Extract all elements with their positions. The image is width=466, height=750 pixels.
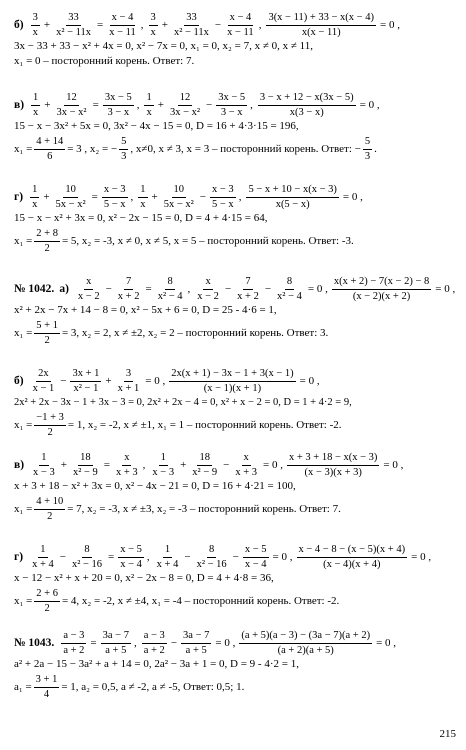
fraction: $\frac{3x + 1}{\text{x² − 1}}$ [72, 368, 100, 394]
problem-1042-a [14, 276, 454, 347]
fraction: $\frac{1}{x + 4}$ [32, 544, 54, 570]
part-label: г) [14, 551, 24, 563]
fraction: $\frac{33}{\text{x² − 11x}}$ [173, 12, 209, 38]
solution-line: 15 − x − 3x² + 5x = 0, 3x² − 4x − 15 = 0, D = 16 + 4·3·15 = 196, [14, 120, 299, 132]
part-label: б) [14, 375, 24, 387]
fraction: $\frac{5 - x + 10 - x(x - 3)}{x(5 - x)}$ [248, 184, 337, 210]
fraction: $\frac{x - 3}{5 - x}$ [103, 184, 126, 210]
equation-row: г) $\frac{1}{x + 4}$ − $\frac{8}{\text{x² − 16}}$ = $\frac{x - 5}{x - 4}$ , $\frac{1}{x + 4}$ − $\frac{8}{\text{x² − 16}}$ − $\frac{x - 5}{x - 4}$ = 0 , $\frac{x - 4 - 8 - (x - 5)(x + 4)}{(x - 4)(x + 4)}$ = 0 , [14, 544, 432, 570]
part-label: в) [14, 459, 25, 471]
fraction: $\frac{10}{\text{5x − x²}}$ [163, 184, 194, 210]
fraction: $\frac{x + 3 + 18 - x(x - 3)}{(x - 3)(x + 3)}$ [288, 452, 378, 478]
fraction: $\frac{x - 4}{x - 11}$ [227, 12, 254, 38]
fraction: $\frac{x}{x - 2}$ [197, 276, 219, 302]
roots-row: x₁ = $\frac{4 + 10}{2}$ = 7, x₂ = -3, x ≠ ±3, x₂ = -3 – посторонний корень. Ответ: 7. [14, 496, 341, 522]
answer-line: x₁ = 0 – посторонний корень. Ответ: 7. [14, 55, 195, 67]
fraction: $\frac{1}{x}$ [33, 92, 39, 118]
fraction: $\frac{8}{\text{x² − 4}}$ [157, 276, 183, 302]
fraction: $\frac{a - 3}{a + 2}$ [143, 630, 165, 656]
problem-1043 [14, 630, 454, 701]
roots-row: x₁ = $\frac{2 + 8}{2}$ = 5, x₂ = -3, x ≠ 0, x ≠ 5, x = 5 – посторонний корень. Ответ: -3. [14, 228, 354, 254]
problem-number: № 1042. [14, 283, 55, 295]
fraction: $\frac{1}{x + 4}$ [156, 544, 179, 570]
fraction: $\frac{5}{3}$ [121, 136, 127, 162]
fraction: $\frac{3}{x}$ [150, 12, 156, 38]
fraction: $\frac{a - 3}{a + 2}$ [63, 630, 85, 656]
fraction: $\frac{3a - 7}{a + 5}$ [183, 630, 210, 656]
equation-row: в) $\frac{1}{x}$ + $\frac{12}{\text{3x − x²}}$ = $\frac{3x - 5}{3 - x}$ , $\frac{1}{x}$ + $\frac{12}{\text{3x − x²}}$ − $\frac{3x - 5}{3 - x}$ , $\frac{3 - x + 12 - x(3x - 5)}{x(3 - x)}$ = 0 , [14, 92, 380, 118]
roots-row: x₁ = $\frac{4 + 14}{6}$ = 3 , x₂ = − $\frac{5}{3}$ , x≠0, x ≠ 3, x = 3 – посторонний корень. Ответ: − $\frac{5}{3}$ . [14, 136, 377, 162]
equation-row: г) $\frac{1}{x}$ + $\frac{10}{\text{5x − x²}}$ = $\frac{x - 3}{5 - x}$ , $\frac{1}{x}$ + $\frac{10}{\text{5x − x²}}$ − $\frac{x - 3}{5 - x}$ , $\frac{5 - x + 10 - x(x - 3)}{x(5 - x)}$ = 0 , [14, 184, 363, 210]
equation-row: б) $\frac{3}{x}$ + $\frac{33}{\text{x² − 11x}}$ = $\frac{x - 4}{x - 11}$ , $\frac{3}{x}$ + $\frac{33}{\text{x² − 11x}}$ − $\frac{x - 4}{x - 11}$ , $\frac{3(x - 11) + 33 - x(x - 4)}{x(x - 11)}$ = 0 , [14, 12, 400, 38]
fraction: $\frac{1}{x}$ [146, 92, 152, 118]
part-label: а) [59, 283, 69, 295]
equation-row: в) $\frac{1}{x - 3}$ + $\frac{18}{\text{x² − 9}}$ = $\frac{x}{x + 3}$ , $\frac{1}{x - 3}$ + $\frac{18}{\text{x² − 9}}$ − $\frac{x}{x + 3}$ = 0 , $\frac{x + 3 + 18 - x(x - 3)}{(x - 3)(x + 3)}$ = 0 , [14, 452, 404, 478]
roots-row: x₁ = $\frac{-1 + 3}{2}$ = 1, x₂ = -2, x ≠ ±1, x₁ = 1 – посторонний корень. Ответ: -2. [14, 412, 342, 438]
fraction: $\frac{x - 4 - 8 - (x - 5)(x + 4)}{(x - 4)(x + 4)}$ [298, 544, 406, 570]
part-label: б) [14, 19, 24, 31]
fraction: $\frac{18}{\text{x² − 9}}$ [192, 452, 218, 478]
fraction: $\frac{x - 4}{x - 11}$ [109, 12, 136, 38]
fraction: $\frac{1}{x - 3}$ [152, 452, 175, 478]
fraction: $\frac{7}{x + 2}$ [237, 276, 259, 302]
fraction: $\frac{18}{\text{x² − 9}}$ [72, 452, 98, 478]
fraction: $\frac{5}{3}$ [364, 136, 371, 162]
equation-row: б) $\frac{2x}{x - 1}$ − $\frac{3x + 1}{\text{x² − 1}}$ + $\frac{3}{x + 1}$ = 0 , $\frac{2x(x + 1) - 3x - 1 + 3(x - 1)}{(x - 1)(x + 1)}$ = 0 , [14, 368, 320, 394]
fraction: $\frac{3 + 1}{4}$ [35, 674, 58, 700]
fraction: $\frac{2x(x + 1) - 3x - 1 + 3(x - 1)}{(x - 1)(x + 1)}$ [171, 368, 294, 394]
fraction: $\frac{x}{x + 3}$ [115, 452, 138, 478]
problem-1042-b [14, 368, 454, 439]
roots-row: a₁ = $\frac{3 + 1}{4}$ = 1, a₂ = 0,5, a ≠ -2, a ≠ -5, Ответ: 0,5; 1. [14, 674, 245, 700]
fraction: $\frac{4 + 10}{2}$ [36, 496, 64, 522]
fraction: $\frac{1}{x}$ [32, 184, 38, 210]
solution-line: 2x² + 2x − 3x − 1 + 3x − 3 = 0, 2x² + 2x − 4 = 0, x² + x − 2 = 0, D = 1 + 4·2 = 9, [14, 397, 352, 408]
fraction: $\frac{3}{x + 1}$ [117, 368, 140, 394]
fraction: $\frac{8}{\text{x² − 16}}$ [196, 544, 227, 570]
fraction: $\frac{2 + 6}{2}$ [36, 588, 58, 614]
fraction: $\frac{2 + 8}{2}$ [36, 228, 58, 254]
fraction: $\frac{x - 5}{x - 4}$ [120, 544, 142, 570]
solution-line: 15 − x − x² + 3x = 0, x² − 2x − 15 = 0, D = 4 + 4·15 = 64, [14, 212, 268, 224]
fraction: $\frac{2x}{x - 1}$ [32, 368, 55, 394]
fraction: $\frac{1}{x - 3}$ [33, 452, 55, 478]
fraction: $\frac{x(x + 2) - 7(x - 2) - 8}{(x - 2)(x + 2)}$ [333, 276, 430, 302]
problem-g-first [14, 184, 454, 255]
fraction: $\frac{3x - 5}{3 - x}$ [104, 92, 132, 118]
fraction: $\frac{33}{\text{x² − 11x}}$ [56, 12, 91, 38]
page-number: 215 [439, 728, 456, 740]
solution-line: 3x − 33 + 33 − x² + 4x = 0, x² − 7x = 0, x₁ = 0, x₂ = 7, x ≠ 0, x ≠ 11, [14, 40, 314, 52]
solution-line: x + 3 + 18 − x² + 3x = 0, x² − 4x − 21 = 0, D = 16 + 4·21 = 100, [14, 480, 296, 492]
fraction: $\frac{8}{\text{x² − 16}}$ [71, 544, 103, 570]
fraction: $\frac{x}{x + 3}$ [235, 452, 258, 478]
fraction: $\frac{(a + 5)(a - 3) - (3a - 7)(a + 2)}{(a + 2)(a + 5)}$ [241, 630, 371, 656]
fraction: $\frac{x - 3}{5 - x}$ [212, 184, 234, 210]
fraction: $\frac{12}{\text{3x − x²}}$ [56, 92, 87, 118]
solution-line: x − 12 − x² + x + 20 = 0, x² − 2x − 8 = 0, D = 4 + 4·8 = 36, [14, 572, 274, 584]
equation-row: № 1043. $\frac{a - 3}{a + 2}$ = $\frac{3a - 7}{a + 5}$ , $\frac{a - 3}{a + 2}$ − $\frac{3a - 7}{a + 5}$ = 0 , $\frac{(a + 5)(a - 3) - (3a - 7)(a + 2)}{(a + 2)(a + 5)}$ = 0 , [14, 630, 397, 656]
part-label: в) [14, 99, 25, 111]
fraction: $\frac{3}{x}$ [32, 12, 38, 38]
part-label: г) [14, 191, 24, 203]
roots-row: x₁ = $\frac{2 + 6}{2}$ = 4, x₂ = -2, x ≠ ±4, x₁ = -4 – посторонний корень. Ответ: -2. [14, 588, 340, 614]
fraction: $\frac{x - 5}{x - 4}$ [244, 544, 267, 570]
fraction: $\frac{3x - 5}{3 - x}$ [218, 92, 246, 118]
fraction: $\frac{12}{\text{3x − x²}}$ [169, 92, 201, 118]
problem-b-first [14, 12, 454, 69]
fraction: $\frac{5 + 1}{2}$ [36, 320, 58, 346]
problem-number: № 1043. [14, 637, 55, 649]
problem-v-first [14, 92, 454, 163]
fraction: $\frac{3(x - 11) + 33 - x(x - 4)}{x(x - 11)}$ [268, 12, 374, 38]
fraction: $\frac{10}{\text{5x − x²}}$ [55, 184, 86, 210]
solution-line: x² + 2x − 7x + 14 − 8 = 0, x² − 5x + 6 = 0, D = 25 - 4·6 = 1, [14, 304, 277, 316]
roots-row: x₁ = $\frac{5 + 1}{2}$ = 3, x₂ = 2, x ≠ ±2, x₂ = 2 – посторонний корень. Ответ: 3. [14, 320, 329, 346]
solution-line: a² + 2a − 15 − 3a² + a + 14 = 0, 2a² − 3a + 1 = 0, D = 9 - 4·2 = 1, [14, 658, 299, 670]
fraction: $\frac{8}{\text{x² − 4}}$ [277, 276, 302, 302]
fraction: $\frac{3a - 7}{a + 5}$ [102, 630, 129, 656]
fraction: $\frac{-1 + 3}{2}$ [36, 412, 64, 438]
equation-row: № 1042. а) $\frac{x}{x - 2}$ − $\frac{7}{x + 2}$ = $\frac{8}{\text{x² − 4}}$ , $\frac{x}{x - 2}$ − $\frac{7}{x + 2}$ − $\frac{8}{\text{x² − 4}}$ = 0 , $\frac{x(x + 2) - 7(x - 2) - 8}{(x - 2)(x + 2)}$ = 0 , [14, 276, 456, 302]
problem-1042-v [14, 452, 454, 523]
fraction: $\frac{1}{x}$ [140, 184, 146, 210]
fraction: $\frac{3 - x + 12 - x(3x - 5)}{x(3 - x)}$ [259, 92, 354, 118]
fraction: $\frac{7}{x + 2}$ [117, 276, 140, 302]
problem-1042-g [14, 544, 454, 615]
fraction: $\frac{x}{x - 2}$ [77, 276, 100, 302]
fraction: $\frac{4 + 14}{6}$ [36, 136, 64, 162]
